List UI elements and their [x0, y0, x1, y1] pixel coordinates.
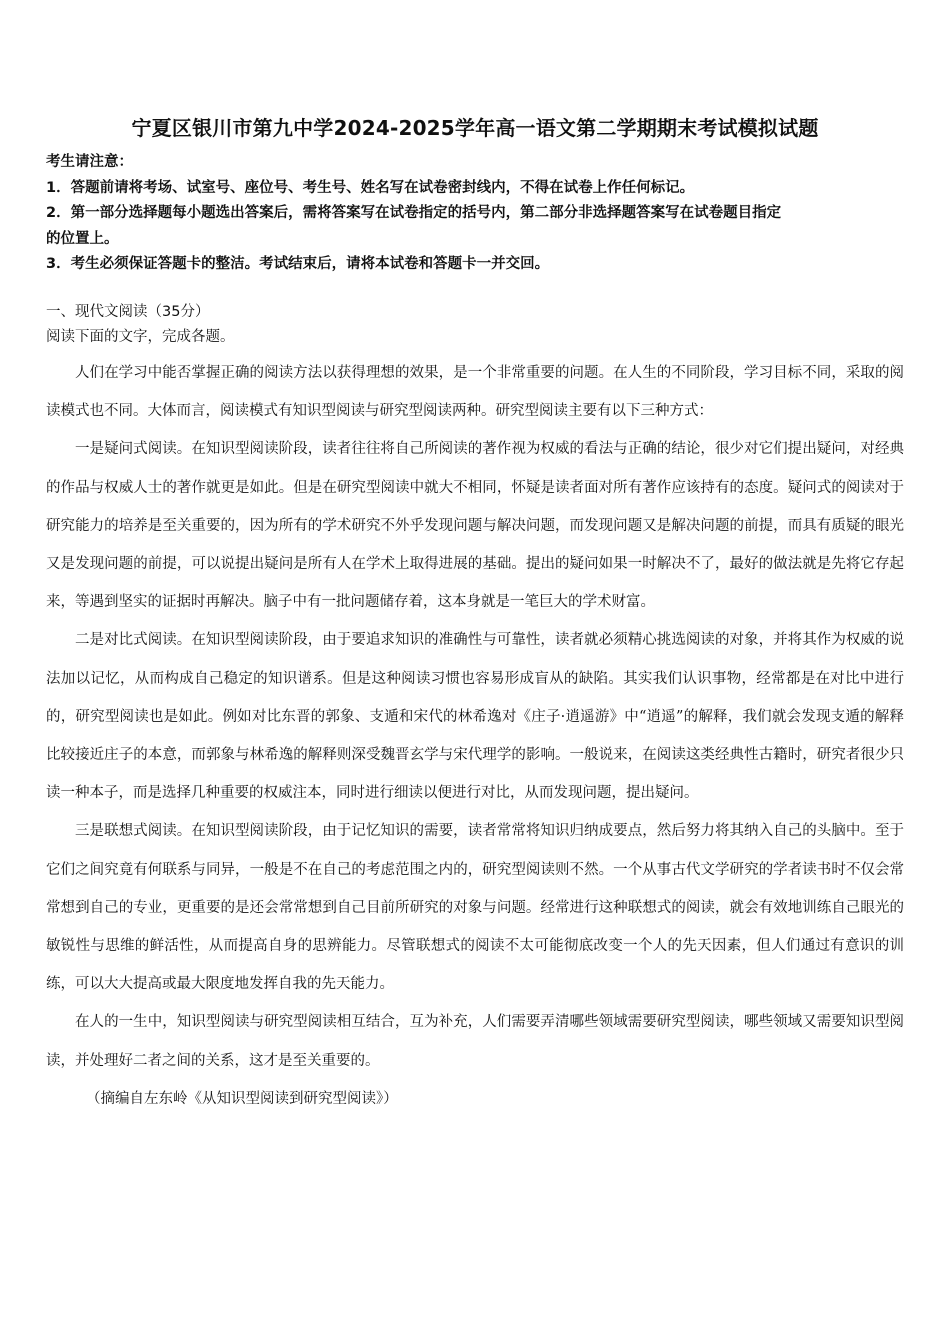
candidate-notice — [46, 150, 906, 278]
notice-item-3: 3．考生必须保证答题卡的整洁。考试结束后，请将本试卷和答题卡一并交回。 — [46, 256, 550, 272]
passage-paragraph-5: 在人的一生中，知识型阅读与研究型阅读相互结合，互为补充，人们需要弄清哪些领域需要研究型阅读，哪些领域又需要知识型阅读，并处理好二者之间的关系，这才是至关重要的。 — [46, 1014, 904, 1069]
passage-paragraph-3: 二是对比式阅读。在知识型阅读阶段，由于要追求知识的准确性与可靠性，读者就必须精心挑选阅读的对象，并将其作为权威的说法加以记忆，从而构成自己稳定的知识谱系。但是这种阅读习惯也容易形成盲从的缺陷。其实我们认识事物，经常都是在对比中进行的，研究型阅读也是如此。例如对比东晋的郭象、支遁和宋代的林希逸对《庄子·逍遥游》中“逍遥”的解释，我们就会发现支遁的解释比较接近庄子的本意，而郭象与林希逸的解释则深受魏晋玄学与宋代理学的影响。一般说来，在阅读这类经典性古籍时，研究者很少只读一种本子，而是选择几种重要的权威注本，同时进行细读以便进行对比，从而发现问题，提出疑问。 — [46, 632, 904, 802]
exam-title: 宁夏区银川市第九中学2024-2025学年高一语文第二学期期末考试模拟试题 — [131, 116, 819, 140]
notice-item-1: 1．答题前请将考场、试室号、座位号、考生号、姓名写在试卷密封线内，不得在试卷上作任何标记。 — [46, 179, 695, 196]
section-instruction: 阅读下面的文字，完成各题。 — [46, 329, 235, 345]
notice-item-2-continued: 的位置上。 — [46, 230, 119, 247]
passage-source: （摘编自左东岭《从知识型阅读到研究型阅读》） — [86, 1090, 398, 1107]
passage-paragraph-2: 一是疑问式阅读。在知识型阅读阶段，读者往往将自己所阅读的著作视为权威的看法与正确的结论，很少对它们提出疑问，对经典的作品与权威人士的著作就更是如此。但是在研究型阅读中就大不相同，怀疑是读者面对所有著作应该持有的态度。疑问式的阅读对于研究能力的培养是至关重要的，因为所有的学术研究不外乎发现问题与解决问题，而发现问题又是解决问题的前提，而具有质疑的眼光又是发现问题的前提，可以说提出疑问是所有人在学术上取得进展的基础。提出的疑问如果一时解决不了，最好的做法就是先将它存起来，等遇到坚实的证据时再解决。脑子中有一批问题储存着，这本身就是一笔巨大的学术财富。 — [46, 441, 904, 611]
passage-paragraph-1: 人们在学习中能否掌握正确的阅读方法以获得理想的效果，是一个非常重要的问题。在人生的不同阶段，学习目标不同，采取的阅读模式也不同。大体而言，阅读模式有知识型阅读与研究型阅读两种。研究型阅读主要有以下三种方式： — [46, 365, 904, 420]
reading-passage — [46, 354, 904, 1118]
passage-paragraph-4: 三是联想式阅读。在知识型阅读阶段，由于记忆知识的需要，读者常常将知识归纳成要点，然后努力将其纳入自己的头脑中。至于它们之间究竟有何联系与同异，一般是不在自己的考虑范围之内的，研究型阅读则不然。一个从事古代文学研究的学者读书时不仅会常常想到自己的专业，更重要的是还会常常想到自己目前所研究的对象与问题。经常进行这种联想式的阅读，就会有效地训练自己眼光的敏锐性与思维的鲜活性，从而提高自身的思辨能力。尽管联想式的阅读不太可能彻底改变一个人的先天因素，但人们通过有意识的训练，可以大大提高或最大限度地发挥自我的先天能力。 — [46, 823, 904, 993]
notice-item-2: 2．第一部分选择题每小题选出答案后，需将答案写在试卷指定的括号内，第二部分非选择题答案写在试卷题目指定 — [46, 205, 782, 221]
section-modern-reading — [46, 300, 906, 350]
notice-heading: 考生请注意： — [46, 154, 133, 170]
section-heading: 一、现代文阅读（35分） — [46, 304, 210, 320]
